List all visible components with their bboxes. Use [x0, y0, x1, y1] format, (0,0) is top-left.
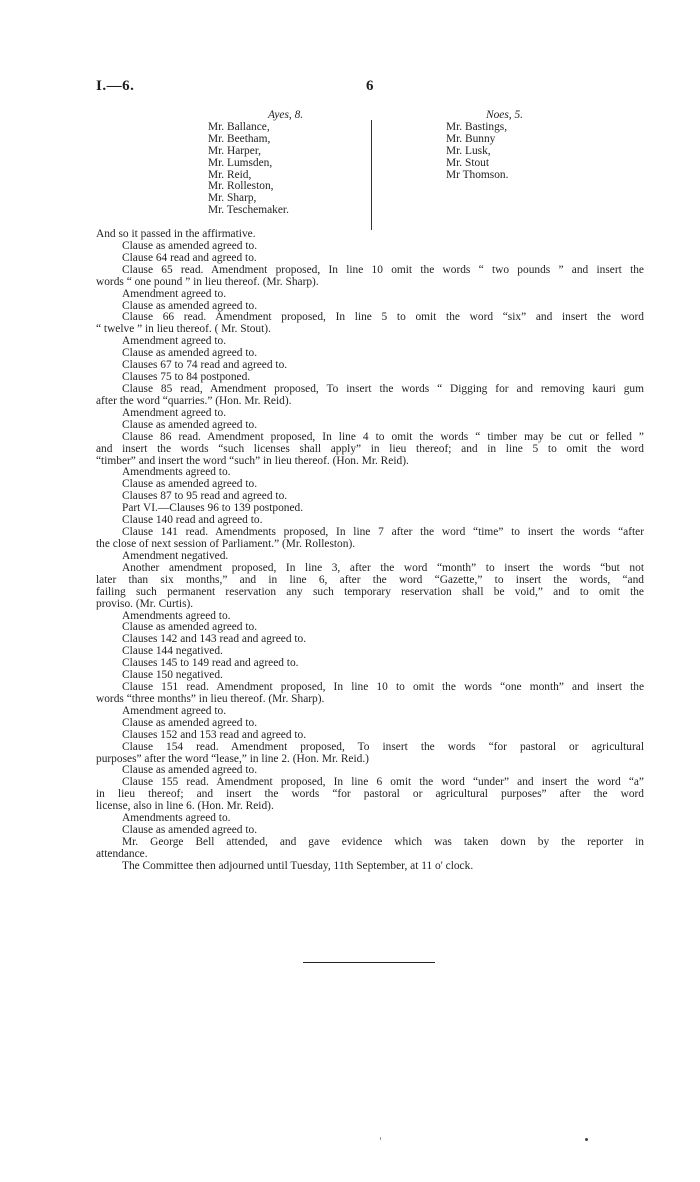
minute-line: Clauses 87 to 95 read and agreed to.	[122, 490, 288, 503]
ayes-column	[208, 110, 303, 217]
minute-line: Clause as amended agreed to.	[122, 824, 258, 837]
ayes-member: Mr. Sharp,	[208, 192, 257, 205]
minute-line: after the word “quarries.” (Hon. Mr. Reid).	[96, 394, 292, 407]
ayes-member: Mr. Rolleston,	[208, 180, 274, 193]
ayes-heading: Ayes, 8.	[268, 109, 304, 121]
minute-line: Clause as amended agreed to.	[122, 764, 258, 777]
minute-line: Clause 155 read. Amendment proposed, In line 6 omit the word “under” and insert the word “a”	[122, 776, 644, 789]
minute-line: Clauses 142 and 143 read and agreed to.	[122, 633, 307, 646]
minute-line: Clause 140 read and agreed to.	[122, 514, 263, 527]
ayes-member: Mr. Lumsden,	[208, 156, 273, 169]
minute-line: attendance.	[96, 847, 148, 860]
paper-reference: I.—6.	[96, 78, 135, 94]
minute-line: Clause 86 read. Amendment proposed, In line 4 to omit the words “ timber may be cut or felled ”	[122, 430, 644, 443]
noes-member: Mr. Lusk,	[446, 144, 491, 157]
scan-speck	[380, 1137, 381, 1140]
minute-line: Clauses 152 and 153 read and agreed to.	[122, 728, 307, 741]
minute-line: Clause as amended agreed to.	[122, 478, 258, 491]
minute-line: Clauses 145 to 149 read and agreed to.	[122, 657, 299, 670]
noes-member: Mr. Bunny	[446, 132, 496, 145]
minute-line: “timber” and insert the word “such” in lieu thereof. (Hon. Mr. Reid).	[96, 454, 409, 467]
minute-line: Mr. George Bell attended, and gave evidence which was taken down by the reporter in	[122, 836, 644, 849]
minute-line: Clause 85 read, Amendment proposed, To insert the words “ Digging for and removing kauri gum	[122, 382, 644, 395]
minute-line: Another amendment proposed, In line 3, after the word “month” to insert the words “but not	[122, 561, 644, 574]
minute-line: license, also in line 6. (Hon. Mr. Reid).	[96, 800, 274, 813]
minute-line: words “ one pound ” in lieu thereof. (Mr. Sharp).	[96, 275, 319, 288]
minute-line: words “three months” in lieu thereof. (Mr. Sharp).	[96, 692, 325, 705]
minute-line: Amendment agreed to.	[122, 704, 227, 717]
noes-member: Mr Thomson.	[446, 168, 509, 181]
minute-line: Clause 151 read. Amendment proposed, In line 10 to omit the words “one month” and insert the	[122, 681, 644, 694]
minute-line: Clause 154 read. Amendment proposed, To insert the words “for pastoral or agricultural	[122, 740, 644, 753]
minute-line: Clause 66 read. Amendment proposed, In line 5 to omit the word “six” and insert the word	[122, 311, 644, 324]
minute-line: Clause as amended agreed to.	[122, 299, 258, 312]
minute-line: Amendments agreed to.	[122, 812, 231, 825]
ayes-member: Mr. Harper,	[208, 144, 261, 157]
noes-member: Mr. Stout	[446, 156, 490, 169]
minute-line: The Committee then adjourned until Tuesday, 11th September, at 11 o' clock.	[122, 859, 474, 872]
minute-line: Amendment agreed to.	[122, 406, 227, 419]
minute-line: Clauses 75 to 84 postponed.	[122, 371, 251, 384]
ayes-member: Mr. Ballance,	[208, 120, 270, 133]
minutes-body	[96, 229, 644, 873]
noes-heading: Noes, 5.	[486, 109, 524, 121]
ayes-member: Mr. Teschemaker.	[208, 204, 289, 217]
minute-line: Clause as amended agreed to.	[122, 621, 258, 634]
minute-line: purposes” after the word “lease,” in line 2. (Hon. Mr. Reid.)	[96, 752, 369, 765]
minute-line: in lieu thereof; and insert the words “for pastoral or agricultural purposes” after the word	[96, 788, 644, 801]
minute-line: Clause 64 read and agreed to.	[122, 251, 257, 264]
ayes-member: Mr. Beetham,	[208, 132, 271, 145]
vote-divider	[371, 120, 372, 230]
ayes-member: Mr. Reid,	[208, 168, 252, 181]
minute-line: Clause 141 read. Amendments proposed, In line 7 after the word “time” to insert the words “after	[122, 526, 644, 539]
minute-line: Clause as amended agreed to.	[122, 716, 258, 729]
minute-line: Amendment agreed to.	[122, 335, 227, 348]
minute-line: the close of next session of Parliament.” (Mr. Rolleston).	[96, 537, 356, 550]
closing-rule	[303, 962, 435, 963]
page-number: 6	[366, 78, 374, 94]
minute-line: Part VI.—Clauses 96 to 139 postponed.	[122, 502, 304, 515]
minute-line: Clauses 67 to 74 read and agreed to.	[122, 359, 288, 372]
minute-line: Clause 150 negatived.	[122, 669, 223, 682]
minute-line: And so it passed in the affirmative.	[96, 228, 256, 240]
minute-line: Amendments agreed to.	[122, 466, 231, 479]
minute-line: Amendment agreed to.	[122, 287, 227, 300]
minute-line: Clause as amended agreed to.	[122, 239, 258, 252]
minute-line: Clause 144 negatived.	[122, 645, 223, 658]
minute-line: Clause 65 read. Amendment proposed, In line 10 omit the words “ two pounds ” and insert the	[122, 263, 644, 276]
minute-line: failing such permanent reservation any such temporary reservation shall be void,” and to omit the	[96, 585, 644, 598]
minute-line: Clause as amended agreed to.	[122, 347, 258, 360]
noes-member: Mr. Bastings,	[446, 120, 508, 133]
minute-line: Clause as amended agreed to.	[122, 418, 258, 431]
scan-speck	[585, 1138, 588, 1141]
minute-line: Amendment negatived.	[122, 549, 229, 562]
minute-line: and insert the words “such licenses shall apply” in lieu thereof; and in line 5 to omit the word	[96, 442, 644, 455]
noes-column	[446, 110, 523, 181]
minute-line: later than six months,” and in line 6, after the word “Gazette,” to insert the words, “and	[96, 573, 644, 586]
minute-line: “ twelve ” in lieu thereof. ( Mr. Stout).	[96, 323, 271, 336]
minute-line: proviso. (Mr. Curtis).	[96, 597, 194, 610]
minute-line: Amendments agreed to.	[122, 609, 231, 622]
